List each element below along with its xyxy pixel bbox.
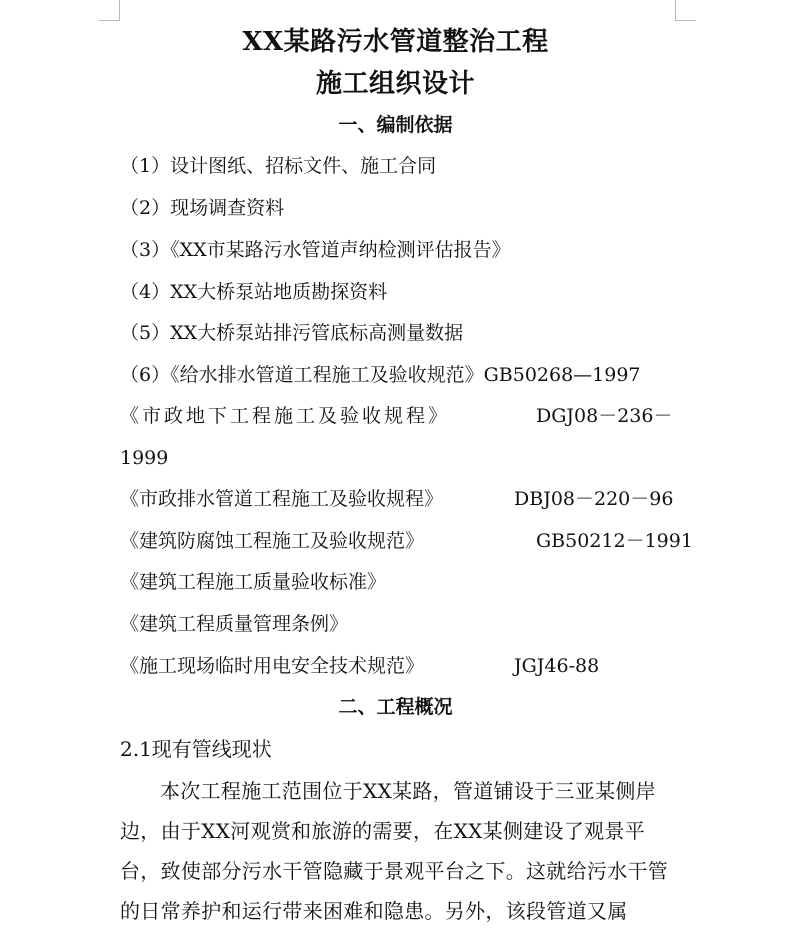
- standard-item-4: 《建筑工程施工质量验收标准》: [120, 571, 387, 593]
- standard-item-1-continued: 1999: [120, 447, 169, 469]
- section-heading-basis: 一、编制依据: [338, 114, 453, 136]
- basis-item-5: （5）XX大桥泵站排污管底标高测量数据: [120, 322, 464, 344]
- basis-item-6: （6）《给水排水管道工程施工及验收规范》GB50268—1997: [120, 364, 641, 386]
- standard-code: DBJ08－220－96: [514, 488, 674, 510]
- crop-mark-top-left-vertical: [119, 0, 120, 20]
- basis-item-3: （3）《XX市某路污水管道声纳检测评估报告》: [120, 239, 511, 261]
- standard-item-3: [120, 528, 693, 554]
- standard-item-5: 《建筑工程质量管理条例》: [120, 613, 349, 635]
- basis-item-2: （2）现场调查资料: [120, 197, 285, 219]
- standard-item-2: [120, 486, 676, 512]
- crop-mark-top-left-horizontal: [99, 20, 120, 21]
- standard-item-1: [120, 403, 676, 429]
- standard-code: GB50212－1991: [536, 530, 693, 552]
- section-heading-overview: 二、工程概况: [338, 696, 453, 718]
- basis-item-4: （4）XX大桥泵站地质勘探资料: [120, 281, 388, 303]
- document-subtitle: 施工组织设计: [315, 69, 475, 99]
- standard-code: DGJ08－236－: [536, 405, 673, 427]
- subsection-heading: 2.1现有管线现状: [120, 737, 272, 761]
- standard-item-6: [120, 653, 676, 679]
- body-paragraph: 本次工程施工范围位于XX某路，管道铺设于三亚某侧岸边，由于XX河观赏和旅游的需要，在XX某侧建设了观景平台，致使部分污水干管隐藏于景观平台之下。这就给污水干管的日常养护和运行带来困难和隐患。另外，该段管道又属: [120, 779, 669, 923]
- basis-item-1: （1）设计图纸、招标文件、施工合同: [120, 155, 437, 177]
- standard-name: 《施工现场临时用电安全技术规范》: [120, 655, 425, 677]
- crop-mark-top-right-vertical: [675, 0, 676, 20]
- document-title: XX某路污水管道整治工程: [242, 27, 549, 57]
- crop-mark-top-right-horizontal: [675, 20, 696, 21]
- standard-name: 《市政排水管道工程施工及验收规程》: [120, 488, 444, 510]
- standard-code: JGJ46-88: [514, 655, 600, 677]
- standard-name: 《建筑防腐蚀工程施工及验收规范》: [120, 530, 425, 552]
- standard-name: 《市政地下工程施工及验收规程》: [120, 405, 451, 427]
